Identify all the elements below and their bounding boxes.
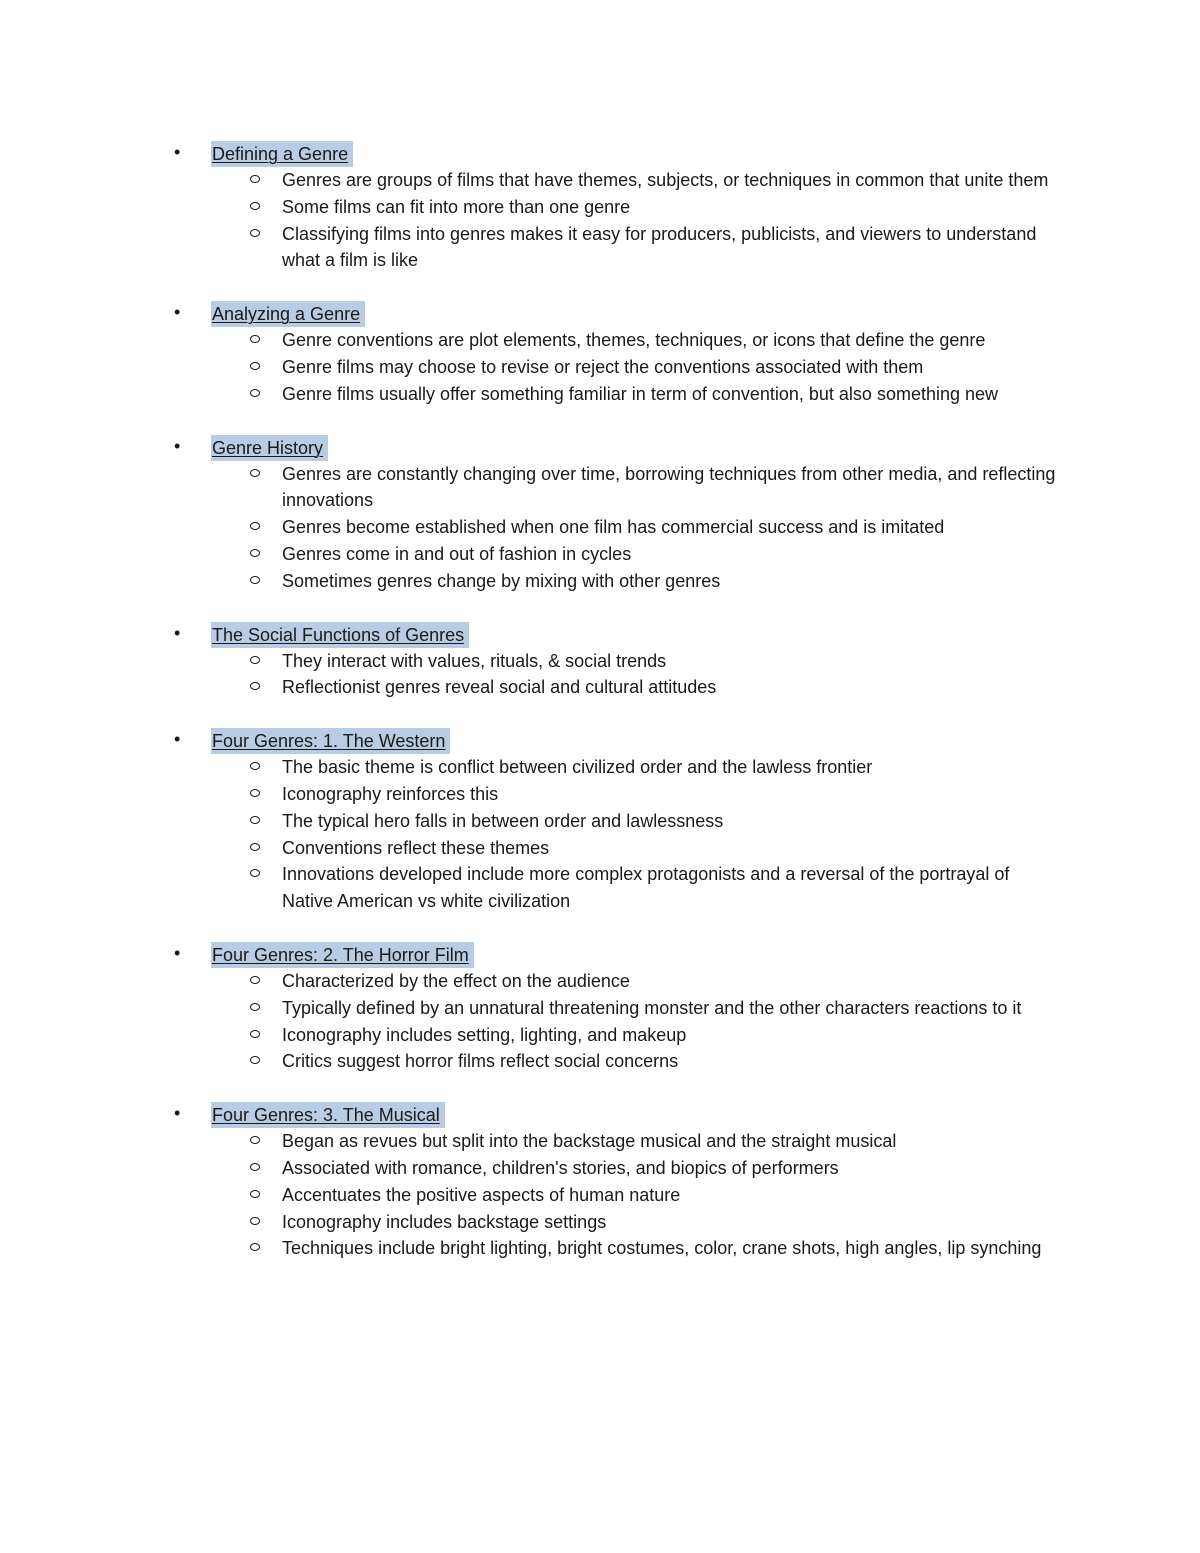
circle-bullet-icon [250,843,260,851]
section-heading-row [170,140,1070,167]
list-item-text: Genre films usually offer something familiar in term of convention, but also something new [282,383,999,404]
outline [170,140,1070,1288]
list-item [170,781,1062,808]
section-heading: Four Genres: 3. The Musical [211,1102,445,1128]
section-heading: Analyzing a Genre [211,301,365,327]
list-item [170,968,1062,995]
section-heading-row [170,434,1070,461]
list-item-text: Reflectionist genres reveal social and cultural attitudes [282,677,717,698]
list-item-text: Associated with romance, children's stories, and biopics of performers [282,1157,839,1178]
list-item-text: Genres are groups of films that have themes, subjects, or techniques in common that unite them [282,170,1049,190]
circle-bullet-icon [250,1217,260,1225]
list-item [170,461,1062,515]
section-heading-row [170,300,1070,327]
sub-list [170,1128,1070,1262]
list-item-text: Sometimes genres change by mixing with other genres [282,570,721,591]
list-item-text: Genres are constantly changing over time, borrowing techniques from other media, and reflecting innovations [282,463,1056,511]
list-item [170,1209,1062,1236]
list-item [170,861,1062,915]
list-item [170,568,1062,595]
bullet-icon: • [174,435,181,456]
section-heading-row [170,727,1070,754]
circle-bullet-icon [250,682,260,690]
bullet-icon: • [174,942,181,963]
section-the-musical [170,1101,1070,1262]
circle-bullet-icon [250,816,260,824]
sub-list [170,461,1070,595]
bullet-icon: • [174,622,181,643]
circle-bullet-icon [250,1163,260,1171]
list-item-text: Iconography includes backstage settings [282,1211,607,1232]
list-item-text: Classifying films into genres makes it easy for producers, publicists, and viewers to understand what a film is like [282,223,1037,271]
sub-list [170,167,1070,274]
circle-bullet-icon [250,1003,260,1011]
list-item-text: Accentuates the positive aspects of human nature [282,1184,681,1205]
circle-bullet-icon [250,869,260,877]
list-item-text: Genre films may choose to revise or reject the conventions associated with them [282,356,924,377]
list-item-text: Characterized by the effect on the audience [282,970,630,991]
list-item [170,754,1062,781]
list-item-text: Iconography includes setting, lighting, and makeup [282,1024,687,1045]
circle-bullet-icon [250,1056,260,1064]
list-item [170,514,1062,541]
circle-bullet-icon [250,549,260,557]
list-item [170,327,1062,354]
circle-bullet-icon [250,202,260,210]
section-heading: Four Genres: 2. The Horror Film [211,942,474,968]
sub-list [170,648,1070,702]
list-item [170,1048,1062,1075]
list-item [170,1182,1062,1209]
circle-bullet-icon [250,656,260,664]
sub-list [170,754,1070,915]
list-item [170,995,1062,1022]
list-item-text: Some films can fit into more than one genre [282,196,631,217]
circle-bullet-icon [250,469,260,477]
section-the-western [170,727,1070,915]
section-the-horror-film [170,941,1070,1075]
list-item-text: Innovations developed include more complex protagonists and a reversal of the portrayal of Native American vs white civilization [282,864,1010,912]
circle-bullet-icon [250,1243,260,1251]
circle-bullet-icon [250,522,260,530]
list-item [170,354,1062,381]
list-item-text: Techniques include bright lighting, bright costumes, color, crane shots, high angles, lip synching [282,1238,1042,1259]
circle-bullet-icon [250,576,260,584]
bullet-icon: • [174,142,181,162]
section-genre-history [170,434,1070,595]
list-item [170,1155,1062,1182]
list-item [170,1235,1062,1262]
sub-list [170,327,1070,407]
list-item-text: Conventions reflect these themes [282,837,550,858]
list-item [170,167,1062,194]
list-item [170,381,1062,408]
list-item-text: Genres come in and out of fashion in cycles [282,543,632,564]
circle-bullet-icon [250,362,260,370]
circle-bullet-icon [250,789,260,797]
list-item [170,1022,1062,1049]
section-analyzing-a-genre [170,300,1070,407]
circle-bullet-icon [250,976,260,984]
list-item-text: They interact with values, rituals, & social trends [282,650,667,671]
bullet-icon: • [174,729,181,750]
list-item [170,221,1062,275]
section-heading: Genre History [211,435,328,461]
list-item-text: Genres become established when one film has commercial success and is imitated [282,517,945,538]
circle-bullet-icon [250,1136,260,1144]
section-heading-row [170,1101,1070,1128]
list-item [170,835,1062,862]
list-item-text: Critics suggest horror films reflect social concerns [282,1051,679,1072]
circle-bullet-icon [250,1190,260,1198]
list-item [170,541,1062,568]
list-item [170,1128,1062,1155]
circle-bullet-icon [250,175,260,183]
list-item [170,674,1062,701]
section-heading-row [170,941,1070,968]
list-item-text: Typically defined by an unnatural threatening monster and the other characters reactions to it [282,997,1022,1018]
circle-bullet-icon [250,335,260,343]
circle-bullet-icon [250,389,260,397]
list-item-text: The typical hero falls in between order and lawlessness [282,810,724,831]
list-item-text: Began as revues but split into the backstage musical and the straight musical [282,1131,897,1152]
list-item [170,648,1062,675]
list-item-text: Genre conventions are plot elements, themes, techniques, or icons that define the genre [282,330,986,351]
sub-list [170,968,1070,1075]
bullet-icon: • [174,1103,181,1124]
list-item [170,808,1062,835]
section-defining-a-genre [170,140,1070,274]
list-item [170,194,1062,221]
list-item-text: Iconography reinforces this [282,783,499,804]
circle-bullet-icon [250,229,260,237]
section-heading: Defining a Genre [211,141,353,167]
circle-bullet-icon [250,762,260,770]
section-social-functions [170,621,1070,702]
section-heading: The Social Functions of Genres [211,622,469,648]
bullet-icon: • [174,302,181,323]
list-item-text: The basic theme is conflict between civilized order and the lawless frontier [282,757,873,778]
section-heading: Four Genres: 1. The Western [211,728,450,754]
circle-bullet-icon [250,1030,260,1038]
section-heading-row [170,621,1070,648]
